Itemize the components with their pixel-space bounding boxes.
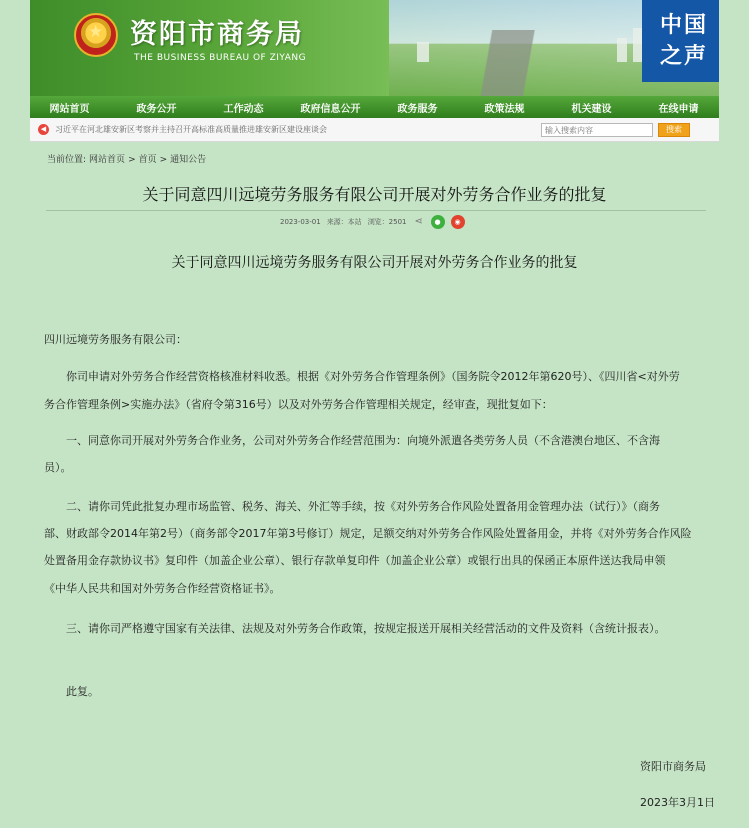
wechat-share-icon[interactable]: ● bbox=[431, 215, 445, 229]
search-bar bbox=[30, 118, 719, 142]
nav-item-info-disclosure[interactable]: 政府信息公开 bbox=[300, 103, 361, 115]
paragraph-line: 部、财政部令2014年第2号）（商务部令2017年第3号修订）规定，足额交纳对外劳务合作风险处置备用金，并将《对外劳务合作风险 bbox=[44, 527, 692, 540]
breadcrumb-item-notices[interactable]: 通知公告 bbox=[170, 155, 207, 165]
salutation: 四川远境劳务服务有限公司： bbox=[44, 333, 187, 346]
site-title[interactable]: 资阳市商务局 bbox=[130, 19, 304, 50]
nav-item-home[interactable]: 网站首页 bbox=[49, 103, 90, 115]
nav-item-work-news[interactable]: 工作动态 bbox=[223, 103, 264, 115]
title-divider bbox=[46, 210, 706, 211]
search-button[interactable]: 搜索 bbox=[658, 123, 690, 137]
share-icon[interactable]: ⋖ bbox=[414, 216, 423, 227]
nav-item-online-apply[interactable]: 在线申请 bbox=[658, 103, 699, 115]
breadcrumb-separator: > bbox=[159, 155, 168, 165]
china-voice-logo[interactable] bbox=[642, 0, 719, 82]
main-nav bbox=[30, 96, 719, 118]
paragraph-line: 处置备用金存款协议书》复印件（加盖企业公章）、银行存款单复印件（加盖企业公章）或银行出具的保函正本原件送达我局申领 bbox=[44, 554, 666, 567]
breadcrumb-prefix: 当前位置: bbox=[47, 155, 87, 165]
paragraph-line: 三、请你司严格遵守国家有关法律、法规及对外劳务合作政策，按规定报送开展相关经营活动的文件及资料（含统计报表）。 bbox=[66, 622, 666, 635]
article-title: 关于同意四川远境劳务服务有限公司开展对外劳务合作业务的批复 bbox=[142, 185, 607, 204]
paragraph-line: 二、请你司凭此批复办理市场监管、税务、海关、外汇等手续，按《对外劳务合作风险处置备用金管理办法（试行）》（商务 bbox=[66, 500, 660, 513]
article-date: 2023-03-01 bbox=[280, 218, 321, 226]
breadcrumb bbox=[47, 152, 209, 165]
voice-logo-line1: 中国 bbox=[659, 13, 708, 38]
breadcrumb-separator: > bbox=[128, 155, 136, 165]
banner-building bbox=[417, 42, 429, 62]
closing-text: 此复。 bbox=[66, 685, 99, 698]
nav-item-affairs[interactable]: 政务公开 bbox=[136, 103, 177, 115]
breadcrumb-item-index[interactable]: 首页 bbox=[138, 155, 157, 165]
article-source: 来源：本站 bbox=[326, 218, 362, 226]
paragraph-line: 员）。 bbox=[44, 461, 72, 474]
banner-road-image bbox=[449, 30, 579, 96]
voice-logo-line2: 之声 bbox=[659, 44, 708, 69]
news-marquee-icon: ◀ bbox=[38, 124, 49, 135]
search-input[interactable] bbox=[541, 123, 653, 137]
nav-item-services[interactable]: 政务服务 bbox=[397, 103, 438, 115]
signature: 资阳市商务局 bbox=[640, 760, 706, 773]
nav-item-organization[interactable]: 机关建设 bbox=[571, 103, 612, 115]
paragraph-line: 一、同意你司开展对外劳务合作业务，公司对外劳务合作经营范围为：向境外派遣各类劳务人员（不含港澳台地区、不含海 bbox=[66, 434, 660, 447]
sign-date: 2023年3月1日 bbox=[640, 796, 715, 809]
article-views: 浏览：2501 bbox=[367, 218, 407, 226]
nav-item-policies[interactable]: 政策法规 bbox=[484, 103, 525, 115]
paragraph-line: 务合作管理条例>实施办法》（省府令第316号）以及对外劳务合作管理相关规定，经审查，现批复如下： bbox=[44, 398, 553, 411]
weibo-share-icon[interactable]: ◉ bbox=[451, 215, 465, 229]
news-marquee-link[interactable]: 习近平在河北雄安新区考察并主持召开高标准高质量推进雄安新区建设座谈会 bbox=[55, 125, 327, 134]
breadcrumb-item-home[interactable]: 网站首页 bbox=[89, 155, 126, 165]
paragraph-line: 你司申请对外劳务合作经营资格核准材料收悉。根据《对外劳务合作管理条例》（国务院令2012年第620号）、《四川省<对外劳 bbox=[66, 370, 680, 383]
national-emblem-icon: ★ bbox=[74, 13, 118, 57]
document-title: 关于同意四川远境劳务服务有限公司开展对外劳务合作业务的批复 bbox=[171, 255, 578, 271]
paragraph-line: 《中华人民共和国对外劳务合作经营资格证书》。 bbox=[44, 582, 281, 595]
banner-building bbox=[617, 38, 627, 62]
site-banner bbox=[30, 0, 719, 96]
article-meta bbox=[280, 215, 471, 229]
site-subtitle: THE BUSINESS BUREAU OF ZIYANG bbox=[134, 53, 307, 63]
